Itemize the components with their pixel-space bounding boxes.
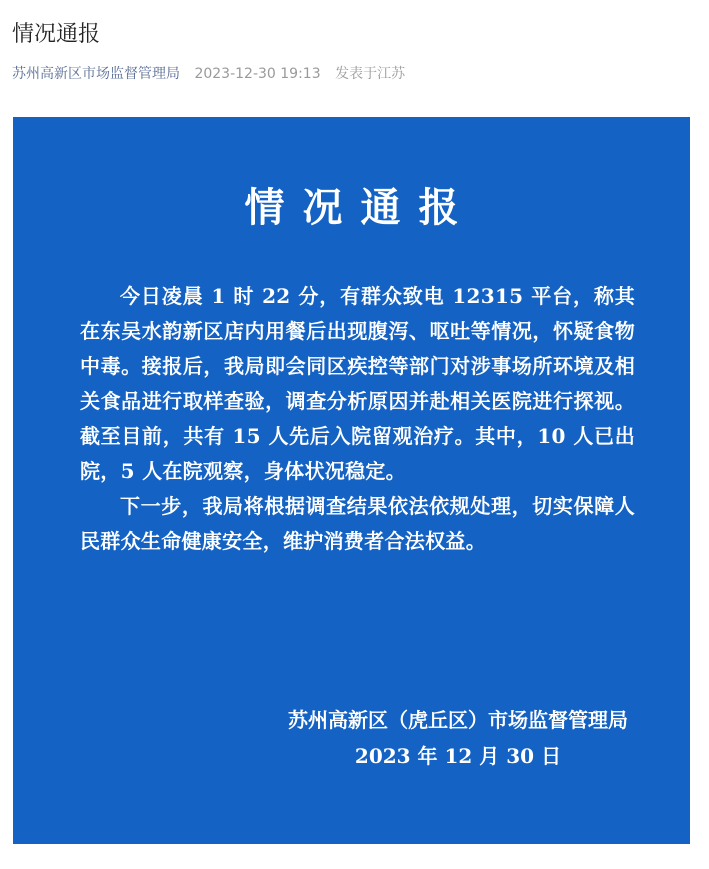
notice-image [13,117,690,844]
author-link[interactable]: 苏州高新区市场监督管理局 [12,66,180,82]
notice-paragraph: 今日凌晨 1 时 22 分，有群众致电 12315 平台，称其在东吴水韵新区店内用餐后出现腹泻、呕吐等情况，怀疑食物中毒。接报后，我局即会同区疾控等部门对涉事场所环境及相关食品进行取样查验，调查分析原因并赴相关医院进行探视。截至目前，共有 15 人先后入院留观治疗。其中，10 人已出院，5 人在院观察，身体状况稳定。 [80,284,635,483]
publish-time: 2023-12-30 19:13 [194,66,321,82]
article-title: 情况通报 [12,22,101,47]
notice-signature [288,702,628,774]
notice-heading: 情况通报 [244,184,477,231]
publish-location: 发表于江苏 [335,66,406,82]
article-meta [12,64,405,84]
signature-org: 苏州高新区（虎丘区）市场监督管理局 [288,708,628,732]
signature-date: 2023 年 12 月 30 日 [354,744,562,768]
notice-body [80,279,635,559]
notice-paragraph: 下一步，我局将根据调查结果依法依规处理，切实保障人民群众生命健康安全，维护消费者合法权益。 [80,494,635,553]
